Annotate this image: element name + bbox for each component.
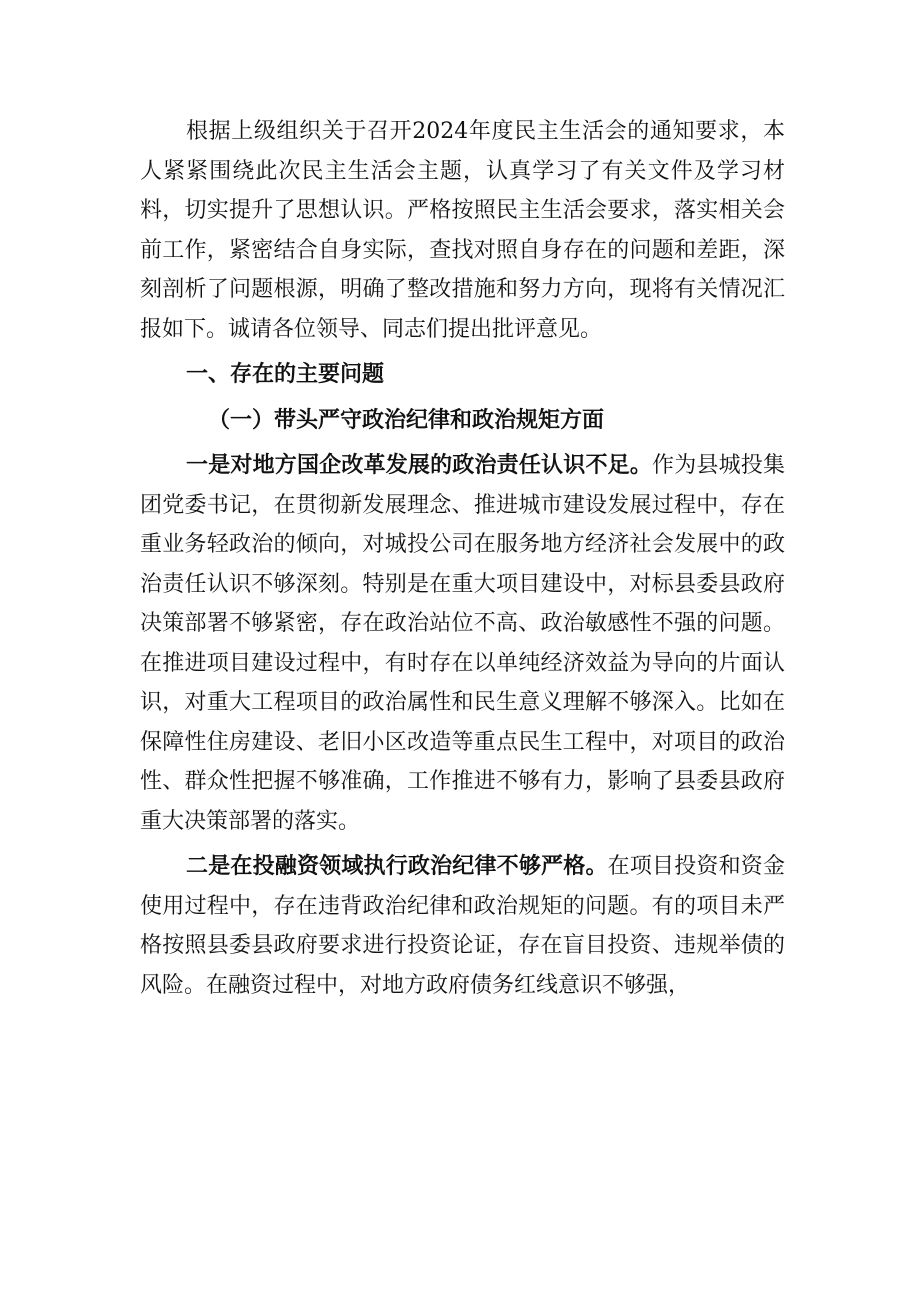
point-two-lead: 二是在投融资领域执行政治纪律不够严格。 <box>186 854 608 879</box>
subsection-heading: （一）带头严守政治纪律和政治规矩方面 <box>208 406 605 433</box>
document-body <box>140 112 785 1005</box>
intro-paragraph: 根据上级组织关于召开2024年度民主生活会的通知要求，本人紧紧围绕此次民主生活会主题，认真学习了有关文件及学习材料，切实提升了思想认识。严格按照民主生活会要求，落实相关会前工作，紧密结合自身实际，查找对照自身存在的问题和差距，深刻剖析了问题根源，明确了整改措施和努力方向，现将有关情况汇报如下。诚请各位领导、同志们提出批评意见。 <box>140 119 785 342</box>
point-two-paragraph <box>140 847 785 1005</box>
point-one-lead: 一是对地方国企改革发展的政治责任认识不足。 <box>186 453 653 478</box>
point-one-body: 作为县城投集团党委书记，在贯彻新发展理念、推进城市建设发展过程中，存在重业务轻政治的倾向，对城投公司在服务地方经济社会发展中的政治责任认识不够深刻。特别是在重大项目建设中，对标县委县政府决策部署不够紧密，存在政治站位不高、政治敏感性不强的问题。在推进项目建设过程中，有时存在以单纯经济效益为导向的片面认识，对重大工程项目的政治属性和民生意义理解不够深入。比如在保障性住房建设、老旧小区改造等重点民生工程中，对项目的政治性、群众性把握不够准确，工作推进不够有力，影响了县委县政府重大决策部署的落实。 <box>140 453 785 834</box>
point-one-paragraph <box>140 446 785 841</box>
section-heading: 一、存在的主要问题 <box>186 361 385 387</box>
point-two-body: 在项目投资和资金使用过程中，存在违背政治纪律和政治规矩的问题。有的项目未严格按照县委县政府要求进行投资论证，存在盲目投资、违规举债的风险。在融资过程中，对地方政府债务红线意识不够强， <box>140 854 785 998</box>
